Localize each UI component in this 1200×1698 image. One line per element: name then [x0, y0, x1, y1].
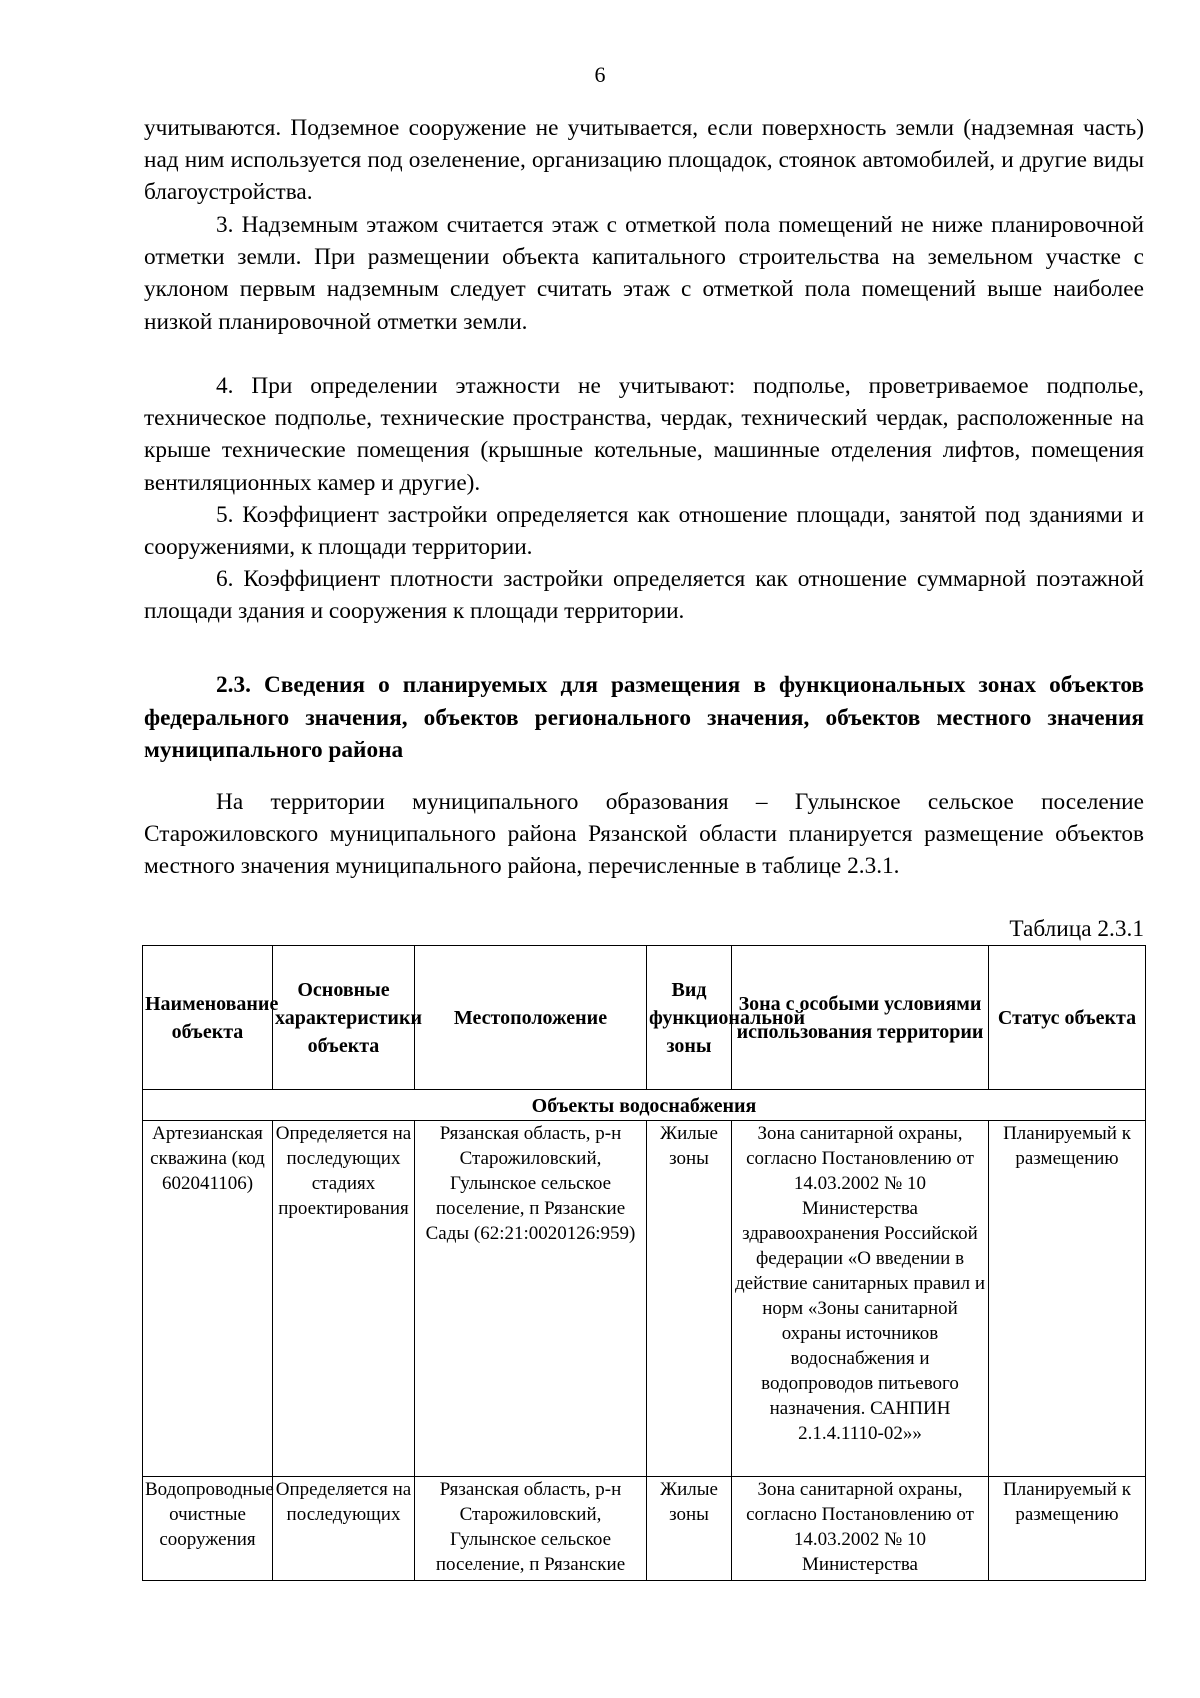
- objects-table: [142, 945, 1146, 1581]
- paragraph-continuation: учитываются. Подземное сооружение не учитывается, если поверхность земли (надземная часть) над ним используется под озеленение, организацию площадок, стоянок автомобилей, и другие виды благоустройства.: [144, 115, 1144, 206]
- cell-characteristics: Определяется на последующих стадиях проектирования: [273, 1121, 415, 1477]
- cell-zone-type: Жилые зоны: [647, 1477, 732, 1581]
- header-location: Местоположение: [415, 946, 647, 1090]
- cell-special-zone: Зона санитарной охраны, согласно Постановлению от 14.03.2002 № 10 Министерства здравоохранения Российской федерации «О введении в действие санитарных правил и норм «Зоны санитарной охраны источников водоснабжения и водопроводов питьевого назначения. САНПИН 2.1.4.1110-02»»: [732, 1121, 989, 1477]
- cell-name: Артезианская скважина (код 602041106): [143, 1121, 273, 1477]
- table-header-row: [143, 946, 1146, 1090]
- page-number: 6: [594, 62, 606, 87]
- cell-status: Планируемый к размещению: [989, 1121, 1146, 1477]
- header-name: Наименование объекта: [143, 946, 273, 1090]
- paragraph-item-6: 6. Коэффициент плотности застройки определяется как отношение суммарной поэтажной площади здания и сооружения к площади территории.: [144, 566, 1144, 625]
- paragraph-item-5: 5. Коэффициент застройки определяется как отношение площади, занятой под зданиями и сооружениями, к площади территории.: [144, 502, 1144, 561]
- cell-location: Рязанская область, р-н Старожиловский, Гулынское сельское поселение, п Рязанские: [415, 1477, 647, 1581]
- cell-location: Рязанская область, р-н Старожиловский, Гулынское сельское поселение, п Рязанские Сады (62:21:0020126:959): [415, 1121, 647, 1477]
- header-status: Статус объекта: [989, 946, 1146, 1090]
- table-row: [143, 1121, 1146, 1477]
- header-zone-type: Вид функциональной зоны: [647, 946, 732, 1090]
- cell-name: Водопроводные очистные сооружения: [143, 1477, 273, 1581]
- cell-status: Планируемый к размещению: [989, 1477, 1146, 1581]
- section-heading: 2.3. Сведения о планируемых для размещения в функциональных зонах объектов федерального значения, объектов регионального значения, объектов местного значения муниципального района: [144, 672, 1144, 763]
- cell-special-zone: Зона санитарной охраны, согласно Постановлению от 14.03.2002 № 10 Министерства: [732, 1477, 989, 1581]
- group-title: Объекты водоснабжения: [143, 1090, 1146, 1121]
- paragraph-item-3: 3. Надземным этажом считается этаж с отметкой пола помещений не ниже планировочной отметки земли. При размещении объекта капитального строительства на земельном участке с уклоном первым надземным следует считать этаж с отметкой пола помещений выше наиболее низкой планировочной отметки земли.: [144, 212, 1144, 335]
- header-special-zone: Зона с особыми условиями использования территории: [732, 946, 989, 1090]
- table-row: [143, 1477, 1146, 1581]
- table-caption: Таблица 2.3.1: [1009, 916, 1144, 942]
- paragraph-item-4: 4. При определении этажности не учитывают: подполье, проветриваемое подполье, техническое подполье, технические пространства, чердак, технический чердак, расположенные на крыше технические помещения (крышные котельные, машинные отделения лифтов, помещения вентиляционных камер и другие).: [144, 373, 1144, 496]
- cell-zone-type: Жилые зоны: [647, 1121, 732, 1477]
- table-group-row: [143, 1090, 1146, 1121]
- cell-characteristics: Определяется на последующих: [273, 1477, 415, 1581]
- intro-paragraph: На территории муниципального образования – Гулынское сельское поселение Старожиловского муниципального района Рязанской области планируется размещение объектов местного значения муниципального района, перечисленные в таблице 2.3.1.: [144, 789, 1144, 880]
- header-characteristics: Основные характеристики объекта: [273, 946, 415, 1090]
